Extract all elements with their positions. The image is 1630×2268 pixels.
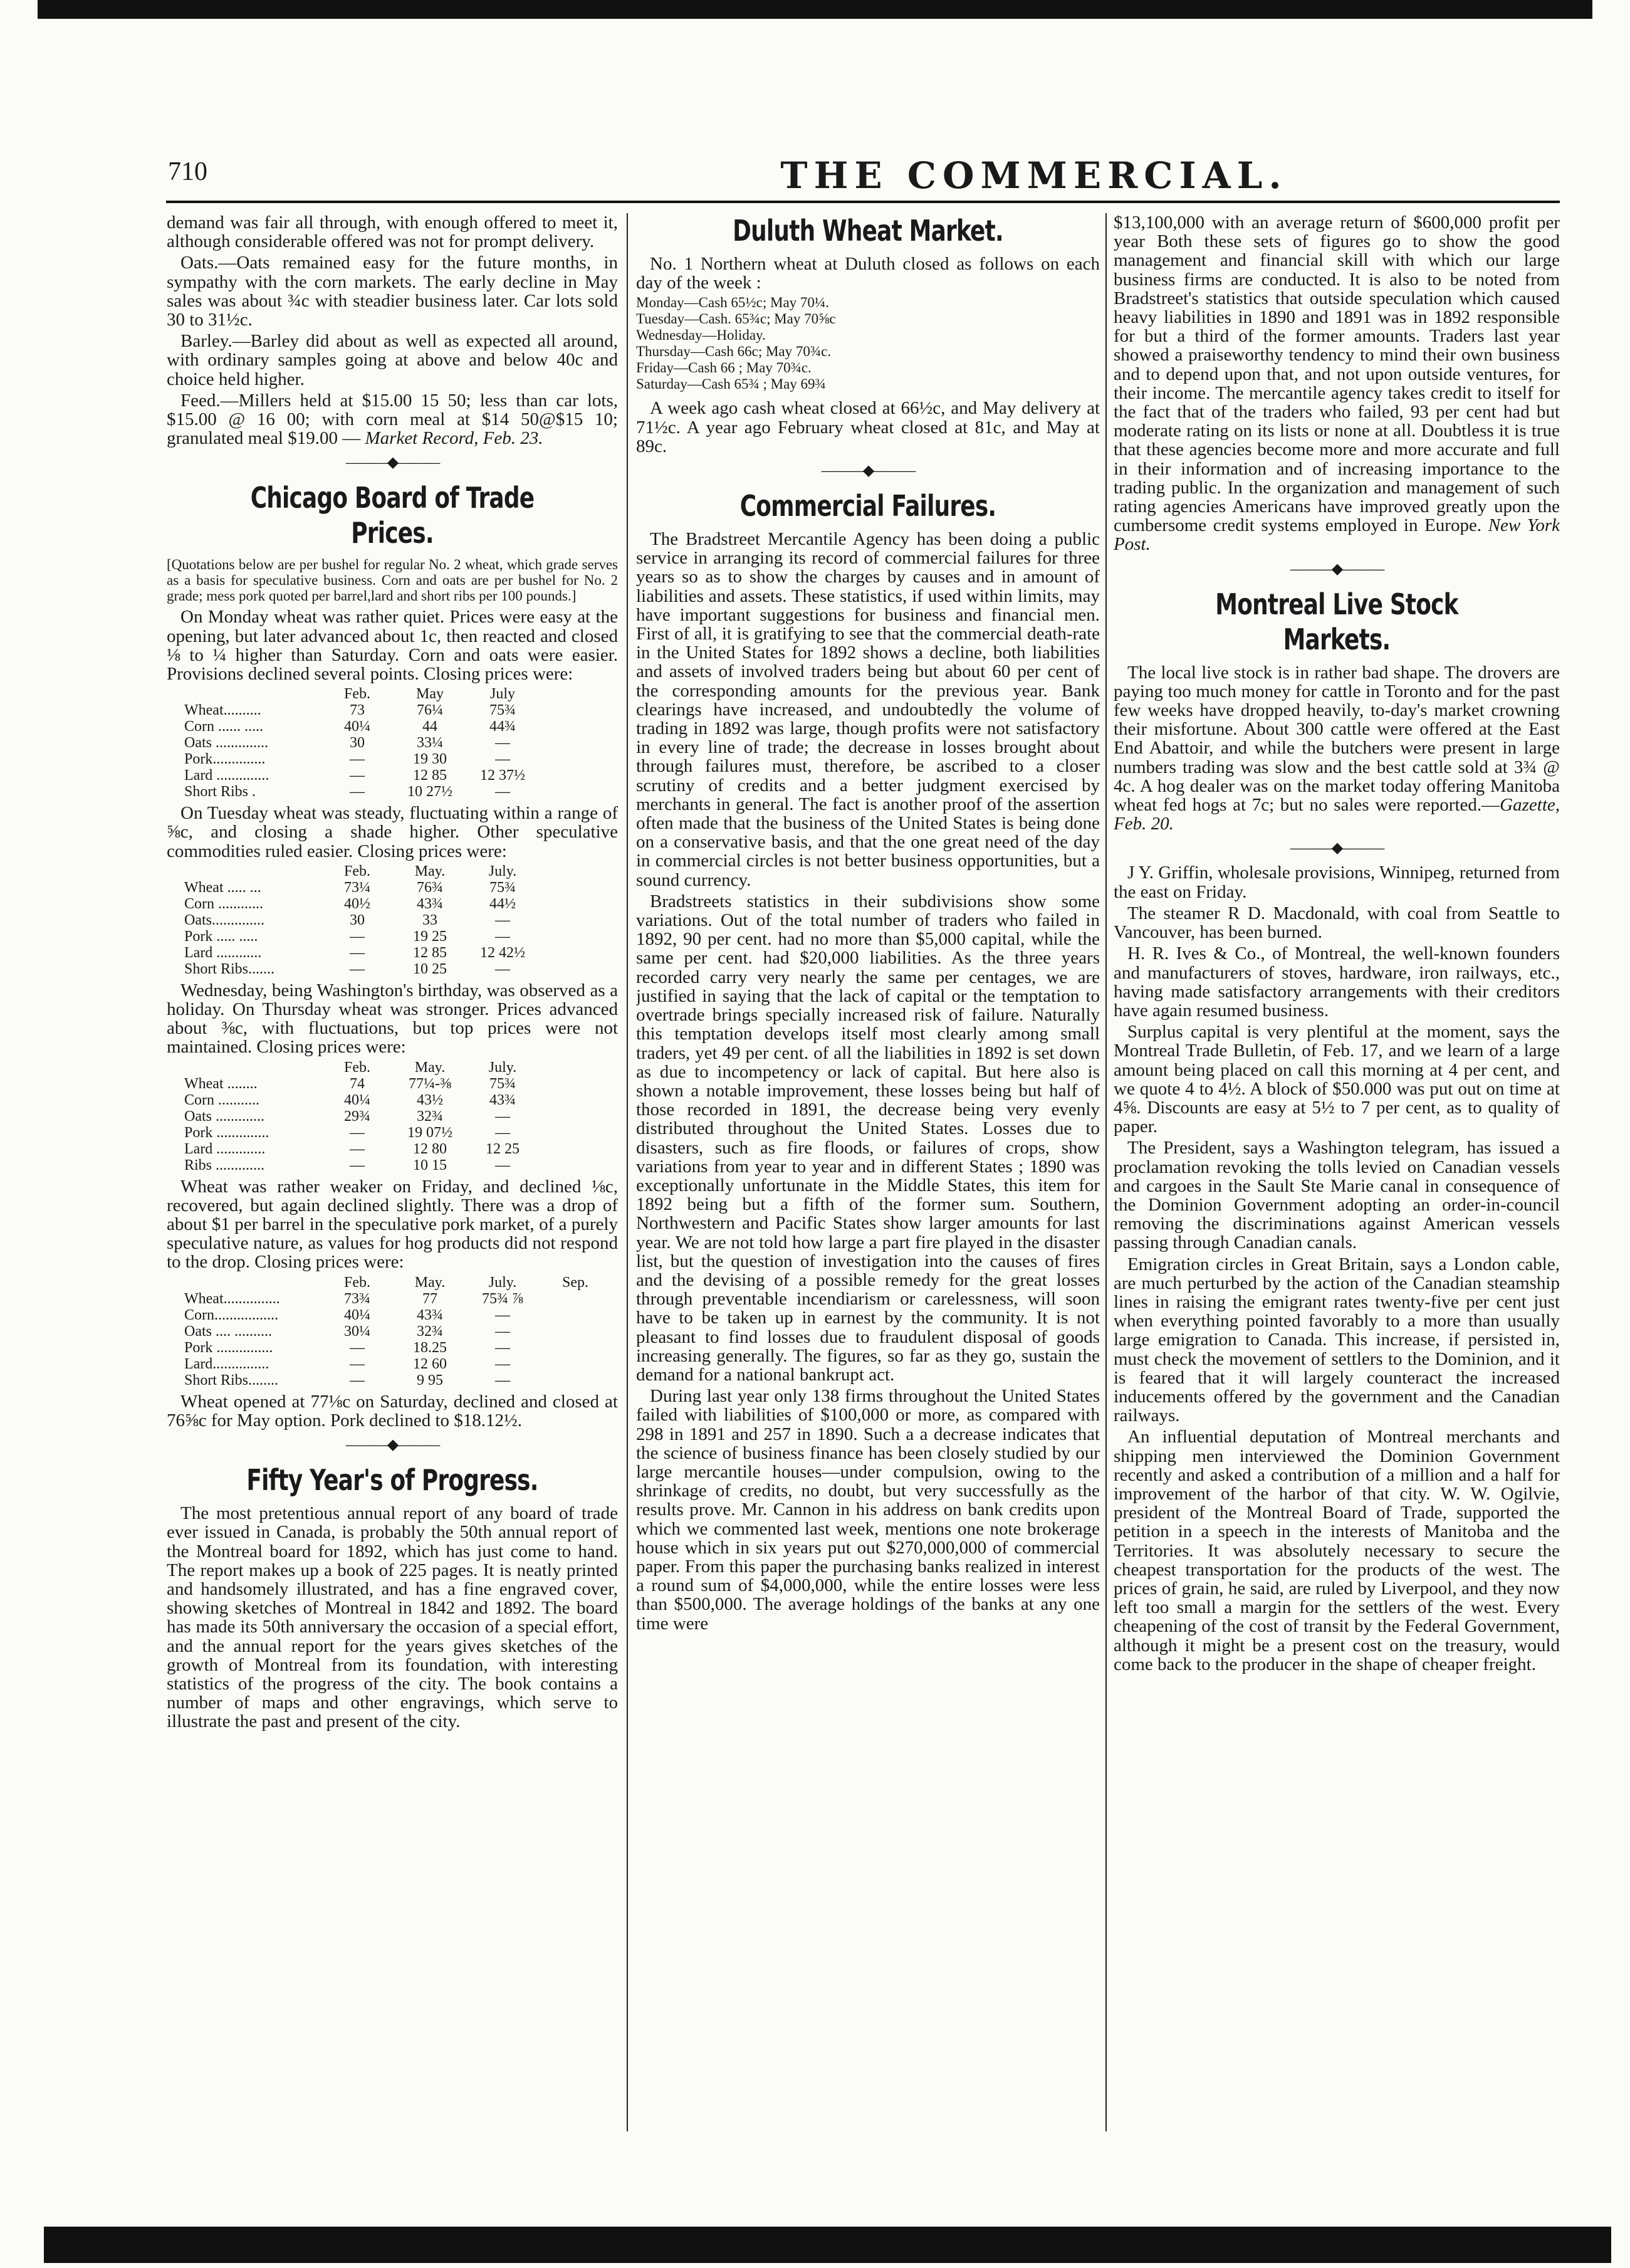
table-cell: — — [350, 1124, 365, 1141]
table-cell: 40¼ — [344, 1091, 370, 1108]
daily-prices-list — [636, 295, 1100, 392]
table-cell: 10 27½ — [407, 784, 452, 801]
table-cell: — — [495, 911, 510, 928]
table-cell: Oats .............. — [184, 735, 268, 752]
list-item: Tuesday—Cash. 65¾c; May 70⅝c — [636, 311, 836, 327]
column-header — [179, 686, 321, 702]
table-row — [179, 879, 539, 896]
table-header-row — [179, 686, 539, 702]
column-header: May. — [414, 863, 446, 879]
table-cell: — — [350, 1372, 365, 1389]
column-header: Feb. — [344, 863, 370, 879]
article-paragraph: On Monday wheat was rather quiet. Prices were easy at the opening, but later advanced about 1c, then reacted and closed ⅛ to ¼ higher than Saturday. Corn and oats were easier. Provisions declined several points. Closing prices were: — [167, 607, 618, 685]
column-header: Feb. — [344, 1059, 370, 1076]
table-cell: — — [350, 767, 365, 784]
news-item: Emigration circles in Great Britain, says a London cable, are much perturbed by the action of the Canadian steamship lines in raising the emigrant rates twenty-five per cent just when everything pointed favorably to a more than usually large emigration to Canada. This increase, if persisted in, must check the movement of settlers to the Dominion, and it is feared that it will largely counteract the increased inducements offered by the government and the Canadian railways. — [1114, 1254, 1560, 1426]
table-cell — [539, 1323, 612, 1340]
table-row — [179, 1108, 539, 1125]
table-row — [179, 1372, 612, 1389]
table-cell: Pork ..... ..... — [184, 928, 258, 945]
price-table — [179, 863, 539, 977]
table-cell: Wheat.......... — [184, 702, 261, 719]
column-header: May — [416, 686, 444, 703]
table-cell: 77¼-⅜ — [409, 1075, 451, 1092]
table-cell — [539, 1356, 612, 1372]
section-ornament: ———◆——— — [821, 463, 915, 480]
table-cell: Corn................. — [184, 1306, 278, 1323]
table-cell: 30¼ — [344, 1323, 370, 1340]
table-cell: — — [495, 735, 510, 752]
table-row — [179, 751, 539, 767]
article-paragraph: A week ago cash wheat closed at 66½c, and May delivery at 71½c. A year ago February wheat closed at 81c, and May at 89c. — [636, 398, 1100, 456]
table-cell: 40¼ — [344, 718, 370, 735]
table-cell: 75¾ ⅞ — [482, 1290, 523, 1307]
table-cell: Lard .............. — [184, 767, 269, 784]
table-cell: 32¾ — [417, 1108, 443, 1125]
list-item: Friday—Cash 66 ; May 70¾c. — [636, 360, 812, 376]
table-cell: 30 — [350, 911, 365, 928]
table-row — [179, 1157, 539, 1173]
table-cell: 44¾ — [489, 718, 516, 735]
column-header: July. — [488, 863, 517, 879]
article-paragraph: During last year only 138 firms throughout the United States failed with liabilities of $100,000 or more, as compared with 298 in 1891 and 257 in 1890. Such a a decrease indicates that the science of business finance has been closely studied by our large mercantile houses—under compulsion, owing to the shrinkage of credits, no doubt, but very successfully as the results prove. Mr. Cannon in his address on bank credits upon which we commented last week, mentions one note brokerage house which in six years put out $270,000,000 of commercial paper. From this paper the purchasing banks realized in interest a round sum of $4,000,000, while the entire losses were less than $500,000. The average holdings of the banks at any one time were — [636, 1386, 1100, 1634]
section-ornament: ———◆——— — [345, 454, 439, 471]
table-cell: Short Ribs....... — [184, 960, 275, 977]
table-cell: Wheat ........ — [184, 1075, 258, 1092]
failures-heading: Commercial Failures. — [739, 489, 996, 523]
table-cell: 12 42½ — [480, 944, 525, 961]
table-cell: Corn ...... ..... — [184, 718, 263, 735]
list-item: Wednesday—Holiday. — [636, 327, 766, 344]
table-row — [179, 1356, 612, 1372]
table-cell: — — [350, 1140, 365, 1157]
table-cell: Wheat............... — [184, 1290, 280, 1307]
column-divider — [1105, 213, 1107, 2131]
table-cell: Lard ............ — [184, 944, 262, 961]
table-cell: Ribs ............. — [184, 1157, 265, 1173]
table-cell: Lard ............. — [184, 1140, 266, 1157]
table-cell: 29¾ — [344, 1108, 370, 1125]
article-paragraph: demand was fair all through, with enough offered to meet it, although considerable offered was not for prompt delivery. — [167, 213, 618, 252]
source-citation: Market Record, Feb. 23. — [365, 428, 543, 449]
table-cell: 75¾ — [489, 1075, 516, 1092]
article-paragraph: No. 1 Northern wheat at Duluth closed as follows on each day of the week : — [636, 254, 1100, 293]
table-cell — [539, 1372, 612, 1389]
table-cell — [539, 1291, 612, 1307]
table-row — [179, 1076, 539, 1092]
column-header: July — [489, 686, 515, 703]
table-cell: — — [350, 751, 365, 768]
table-row — [179, 945, 539, 961]
column-1 — [167, 213, 618, 2125]
table-cell: 74 — [350, 1075, 365, 1092]
table-cell: 12 85 — [413, 767, 447, 784]
article-paragraph: Barley.—Barley did about as well as expected all around, with ordinary samples going at above and below 40c and choice held higher. — [167, 331, 618, 389]
table-cell: — — [495, 1339, 510, 1356]
table-row — [179, 1125, 539, 1141]
table-cell: 43¾ — [417, 1306, 443, 1323]
list-item: Saturday—Cash 65¾ ; May 69¾ — [636, 376, 826, 392]
column-header: May. — [414, 1059, 446, 1076]
article-paragraph: On Tuesday wheat was steady, fluctuating within a range of ⅝c, and closing a shade higher. Other speculative commodities ruled easier. Closing prices were: — [167, 803, 618, 861]
article-paragraph: Wheat opened at 77⅛c on Saturday, declined and closed at 76⅝c for May option. Pork declined to $18.12½. — [167, 1391, 618, 1431]
table-header-row — [179, 863, 539, 879]
table-cell: 12 60 — [413, 1355, 447, 1372]
table-cell: — — [350, 944, 365, 961]
article-paragraph: Wheat was rather weaker on Friday, and declined ⅛c, recovered, but again declined slightly. There was a drop of about $1 per barrel in the speculative pork market, of a purely speculative nature, as values for hog products did not respond to the drop. Closing prices were: — [167, 1176, 618, 1273]
table-cell: Wheat ..... ... — [184, 879, 261, 896]
table-cell: Pork .............. — [184, 1124, 269, 1141]
section-ornament: ———◆——— — [1290, 560, 1384, 577]
table-cell: 33¼ — [417, 735, 443, 752]
table-cell: 76¼ — [417, 702, 443, 719]
table-cell: Lard............... — [184, 1355, 269, 1372]
table-cell: Oats .... .......... — [184, 1323, 272, 1340]
table-cell: Pork ............... — [184, 1339, 273, 1356]
header-rule — [166, 201, 1560, 203]
column-2 — [636, 213, 1100, 2144]
table-cell: Corn ............ — [184, 895, 263, 912]
price-table — [179, 686, 539, 800]
article-paragraph: Wednesday, being Washington's birthday, was observed as a holiday. On Thursday wheat was stronger. Prices advanced about ⅜c, with fluctuations, but top prices were not maintained. Closing prices were: — [167, 980, 618, 1058]
table-cell: 77 — [422, 1290, 437, 1307]
table-cell: 33 — [422, 911, 437, 928]
table-cell: 19 30 — [413, 751, 447, 768]
table-cell: 12 85 — [413, 944, 447, 961]
article-paragraph: Feed.—Millers held at $15.00 15 50; less than car lots, $15.00 @ 16 00; with corn meal at $14 50@$15 10; granulated meal $19.00 — Market Record, Feb. 23. — [167, 390, 618, 449]
news-item: The steamer R D. Macdonald, with coal from Seattle to Vancouver, has been burned. — [1114, 903, 1560, 943]
section-ornament: ———◆——— — [345, 1437, 439, 1454]
table-cell: Pork.............. — [184, 751, 266, 768]
news-item: An influential deputation of Montreal merchants and shipping men interviewed the Dominion Government recently and asked a contribution of a million and a half for improvement of the harbor of that city. W. W. Ogilvie, president of the Montreal Board of Trade, supported the petition in a speech in the interests of Manitoba and the Territories. It was absolutely necessary to secure the cheapest transportation for the products of the west. The prices of grain, he said, are ruled by Liverpool, and they now left too small a margin for the settlers of the west. Every cheapening of the cost of transit by the Federal Government, although it might be a present cost on the treasury, would come back to the producer in the shape of cheaper freight. — [1114, 1427, 1560, 1674]
table-row — [179, 1092, 539, 1108]
table-cell: — — [495, 1124, 510, 1141]
page-number: 710 — [168, 157, 207, 186]
table-cell: 19 25 — [413, 928, 447, 945]
table-cell: 43¾ — [417, 895, 443, 912]
table-row — [179, 784, 539, 800]
table-row — [179, 961, 539, 977]
table-cell: 9 95 — [417, 1372, 443, 1389]
bottom-border-bar — [44, 2227, 1611, 2263]
column-header: Sep. — [562, 1274, 588, 1291]
table-row — [179, 896, 539, 912]
table-cell: 76¾ — [417, 879, 443, 896]
column-header: Feb. — [344, 1274, 370, 1291]
table-row — [179, 718, 539, 735]
table-cell: — — [495, 784, 510, 801]
column-3 — [1114, 213, 1560, 2106]
table-cell: — — [350, 1355, 365, 1372]
table-cell: — — [350, 1157, 365, 1173]
table-cell: 18.25 — [413, 1339, 447, 1356]
price-table — [179, 1274, 612, 1389]
chicago-heading: Chicago Board of Trade Prices. — [250, 481, 535, 550]
table-cell: 73¾ — [344, 1290, 370, 1307]
table-cell: 12 25 — [486, 1140, 520, 1157]
table-cell: 40½ — [344, 895, 370, 912]
table-cell: Oats ............. — [184, 1108, 264, 1125]
article-paragraph: The most pretentious annual report of any board of trade ever issued in Canada, is probably the 50th annual report of the Montreal board for 1892, which has just come to hand. The report makes up a book of 225 pages. It is neatly printed and handsomely illustrated, and has a fine engraved cover, showing sketches of Montreal in 1842 and 1892. The board has made its 50th anniversary the occasion of a special effort, and the annual report for the years gives sketches of the growth of Montreal from its foundation, with interesting statistics of the progress of the city. The book contains a number of maps and other engravings, which serve to illustrate the past and present of the city. — [167, 1503, 618, 1732]
table-row — [179, 767, 539, 784]
section-ornament: ———◆——— — [1290, 840, 1384, 857]
table-cell: — — [495, 751, 510, 768]
table-cell: — — [495, 1372, 510, 1389]
column-header — [179, 1274, 321, 1291]
table-cell: Short Ribs........ — [184, 1372, 279, 1389]
list-item: Thursday—Cash 66c; May 70¾c. — [636, 344, 832, 360]
masthead-title: THE COMMERCIAL. — [780, 154, 1288, 197]
source-citation: Gazette, Feb. 20. — [1114, 795, 1560, 834]
table-row — [179, 1340, 612, 1356]
table-cell: 30 — [350, 735, 365, 752]
table-cell: — — [350, 960, 365, 977]
table-cell: — — [495, 1157, 510, 1173]
source-citation: New York Post. — [1114, 515, 1560, 555]
montreal-heading: Montreal Live Stock Markets. — [1215, 587, 1458, 656]
table-row — [179, 1291, 612, 1307]
news-item: Surplus capital is very plentiful at the moment, says the Montreal Trade Bulletin, of Feb. 17, and we learn of a large amount being placed on call this morning at 4 per cent, and we quote 4 to 4½. A block of $50.000 was put out on time at 4⅝. Discounts are easy at 5½ to 7 per cent, as to quality of paper. — [1114, 1022, 1560, 1137]
article-paragraph: The Bradstreet Mercantile Agency has been doing a public service in arranging its record of commercial failures for three years so as to show the charges by causes and in amount of liabilities and assets. These statistics, if used within limits, may have important suggestions for business and financial men. First of all, it is gratifying to see that the commercial death-rate in the United States for 1892 shows a decline, both liabilities and assets of involved traders being but about 60 per cent of the corresponding amounts for the previous year. Bank clearings have increased, and undoubtedly the volume of trading in 1892 was large, though profits were not satisfactory in every line of trade; the decrease in losses brought about through failures must, therefore, be ascribed to a closer scrutiny of credits and a better judgment exercised by merchants in general. The fact is another proof of the assertion often made that the business of the United States is being done on a conservative basis, and that the one great need of the day in commercial circles is not better business opportunities, but a sound currency. — [636, 529, 1100, 890]
table-cell: 75¾ — [489, 879, 516, 896]
table-cell: — — [495, 960, 510, 977]
table-cell: 43½ — [417, 1091, 443, 1108]
news-item: H. R. Ives & Co., of Montreal, the well-known founders and manufacturers of stoves, hardware, iron railways, etc., having made satisfactory arrangements with their creditors have again resumed business. — [1114, 943, 1560, 1021]
table-cell: — — [495, 1323, 510, 1340]
table-cell: 75¾ — [489, 702, 516, 719]
table-row — [179, 1323, 612, 1340]
column-header — [179, 863, 321, 879]
news-item: J Y. Griffin, wholesale provisions, Winnipeg, returned from the east on Friday. — [1114, 863, 1560, 902]
table-cell: Oats.............. — [184, 911, 264, 928]
table-cell: 73 — [350, 702, 365, 719]
top-border-bar — [38, 0, 1592, 19]
article-paragraph: Bradstreets statistics in their subdivisions show some variations. Out of the total number of traders who failed in 1892, 90 per cent. had no more than $5,000 capital, while the same per cent. had $20,000 liabilities. As the three years recorded carry very nearly the same per centages, we are justified in saying that the lack of capital or the temptation to overtrade brings specially increased risk of failure. Naturally this temptation develops itself most clearly among small traders, yet 49 per cent. of all the liabilities in 1892 is set down as due to incompetency or lack of capital. But here also is shown a notable improvement, these losses being but half of those recorded in 1891, the decrease being very evenly distributed throughout the United States. Losses due to disasters, such as fire floods, or failures of crops, show variations from year to year and in different States ; 1890 was exceptionally unfortunate in the Middle States, this item for 1892 being but a fifth of the former sum. Southern, Northwestern and Pacific States show larger amounts for last year. We are not told how large a part fire played in the disaster list, but the question of investigation into the causes of fires and the devising of a possible remedy for the great losses through preventable incendiarism or carelessness, will soon have to be taken up in earnest by the community. It is not pleasant to find losses due to fraudulent disposal of goods increasing generally. The figures, so far as they go, sustain the demand for a national bankrupt act. — [636, 891, 1100, 1385]
table-cell: 40¼ — [344, 1306, 370, 1323]
table-cell: 12 37½ — [480, 767, 525, 784]
duluth-heading: Duluth Wheat Market. — [733, 214, 1003, 248]
article-paragraph: Oats.—Oats remained easy for the future months, in sympathy with the corn markets. The early decline in May sales was about ¾c with steadier business later. Car lots sold 30 to 31½c. — [167, 253, 618, 330]
quotation-note: [Quotations below are per bushel for regular No. 2 wheat, which grade serves as a basis for speculative business. Corn and oats are per bushel for No. 2 grade; mess pork quoted per barrel,lard and short ribs per 100 pounds.] — [167, 557, 618, 604]
column-header: Feb. — [344, 686, 370, 703]
table-row — [179, 735, 539, 751]
table-row — [179, 1141, 539, 1157]
table-cell: — — [350, 784, 365, 801]
table-cell: 43¾ — [489, 1091, 516, 1108]
table-cell — [539, 1307, 612, 1323]
column-header: July. — [488, 1274, 517, 1291]
table-row — [179, 928, 539, 945]
table-cell: — — [495, 1108, 510, 1125]
fifty-years-heading: Fifty Year's of Progress. — [246, 1463, 538, 1498]
table-cell — [539, 1340, 612, 1356]
table-cell: 73¼ — [344, 879, 370, 896]
table-cell: 19 07½ — [407, 1124, 452, 1141]
column-header: July. — [488, 1059, 517, 1076]
column-divider — [627, 213, 628, 2131]
table-row — [179, 1307, 612, 1323]
table-row — [179, 912, 539, 928]
table-cell: 44½ — [489, 895, 516, 912]
table-cell: — — [495, 1306, 510, 1323]
article-paragraph: The local live stock is in rather bad shape. The drovers are paying too much money for cattle in Toronto and for the past few weeks have dropped heavily, to-day's market crowning their misfortune. About 300 cattle were offered at the East End Abattoir, and while the butchers were present in large numbers trading was slow and the best cattle sold at 3¾ @ 4c. A hog dealer was on the market today offering Manitoba wheat fed hogs at 7c; but no sales were reported.—Gazette, Feb. 20. — [1114, 662, 1560, 834]
table-cell: 44 — [422, 718, 437, 735]
table-cell: — — [495, 928, 510, 945]
table-cell: — — [350, 1339, 365, 1356]
price-table — [179, 1059, 539, 1173]
column-header — [179, 1059, 321, 1076]
table-cell: 32¾ — [417, 1323, 443, 1340]
table-header-row — [179, 1059, 539, 1076]
table-row — [179, 702, 539, 718]
table-cell: 10 15 — [413, 1157, 447, 1173]
table-header-row — [179, 1274, 612, 1291]
table-cell: — — [350, 928, 365, 945]
table-cell: Corn ........... — [184, 1091, 259, 1108]
column-header: May. — [414, 1274, 446, 1291]
news-item: The President, says a Washington telegram, has issued a proclamation revoking the tolls levied on Canadian vessels and cargoes in the Sault Ste Marie canal in consequence of the Dominion Government adopting an order-in-council removing the discriminations against American vessels passing through Canadian canals. — [1114, 1138, 1560, 1253]
article-paragraph: $13,100,000 with an average return of $600,000 profit per year Both these sets of figures go to show the good management and financial skill with which our large business firms are conducted. It is also to be noted from Bradstreet's statistics that outside speculation which caused heavy liabilities in 1890 and 1891 was in 1892 responsible for but a third of the former amounts. Traders last year showed a praiseworthy tendency to mind their own business and to depend upon that, and not upon outside ventures, for their income. The mercantile agency takes credit to itself for the fact that of the traders who failed, 93 per cent had but moderate rating on its lists or none at all. Doubtless it is true that these agencies become more and more accurate and full in their information and of increasing importance to the trading public. In the organization and management of such rating agencies Americans have improved greatly upon the cumbersome credit systems employed in Europe. New York Post. — [1114, 213, 1560, 555]
table-cell: — — [495, 1355, 510, 1372]
table-cell: Short Ribs . — [184, 784, 256, 801]
list-item: Monday—Cash 65½c; May 70¼. — [636, 295, 829, 311]
table-cell: 12 80 — [413, 1140, 447, 1157]
table-cell: 10 25 — [413, 960, 447, 977]
